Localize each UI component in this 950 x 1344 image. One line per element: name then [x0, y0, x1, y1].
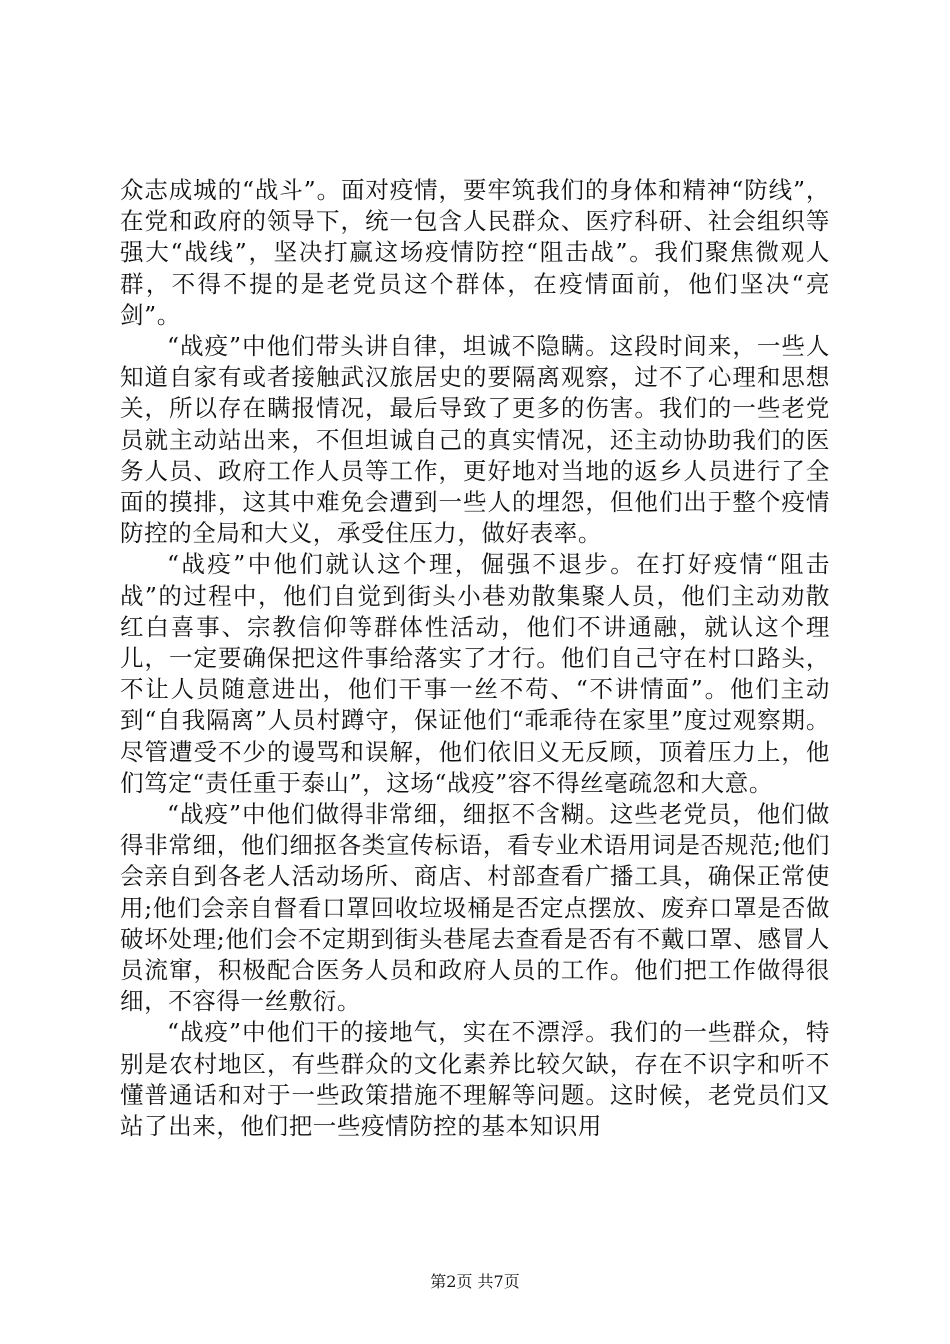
body-text: [120, 175, 830, 1142]
paragraph-1: 众志成城的“战斗”。面对疫情，要牢筑我们的身体和精神“防线”，在党和政府的领导下，统一包含人民群众、医疗科研、社会组织等强大“战线”，坚决打赢这场疫情防控“阻击战”。我们聚焦微观人群，不得不提的是老党员这个群体，在疫情面前，他们坚决“亮剑”。: [120, 176, 830, 329]
page-footer: 第2页 共7页: [430, 1272, 520, 1291]
paragraph-5: “战疫”中他们干的接地气，实在不漂浮。我们的一些群众，特别是农村地区，有些群众的文化素养比较欠缺，存在不识字和听不懂普通话和对于一些政策措施不理解等问题。这时候，老党员们又站了出来，他们把一些疫情防控的基本知识用: [120, 1018, 830, 1141]
paragraph-3: “战疫”中他们就认这个理，倔强不退步。在打好疫情“阻击战”的过程中，他们自觉到街头小巷劝散集聚人员，他们主动劝散红白喜事、宗教信仰等群体性活动，他们不讲通融，就认这个理儿，一定要确保把这件事给落实了才行。他们自己守在村口路头，不让人员随意进出，他们干事一丝不苟、“不讲情面”。他们主动到“自我隔离”人员村蹲守，保证他们“乖乖待在家里”度过观察期。尽管遭受不少的谩骂和误解，他们依旧义无反顾，顶着压力上，他们笃定“责任重于泰山”，这场“战疫”容不得丝毫疏忽和大意。: [120, 550, 830, 797]
paragraph-2: “战疫”中他们带头讲自律，坦诚不隐瞒。这段时间来，一些人知道自家有或者接触武汉旅居史的要隔离观察，过不了心理和思想关，所以存在瞒报情况，最后导致了更多的伤害。我们的一些老党员就主动站出来，不但坦诚自己的真实情况，还主动协助我们的医务人员、政府工作人员等工作，更好地对当地的返乡人员进行了全面的摸排，这其中难免会遭到一些人的埋怨，但他们出于整个疫情防控的全局和大义，承受住压力，做好表率。: [120, 332, 830, 548]
paragraph-4: “战疫”中他们做得非常细，细抠不含糊。这些老党员，他们做得非常细，他们细抠各类宣传标语，看专业术语用词是否规范;他们会亲自到各老人活动场所、商店、村部查看广播工具，确保正常使用;他们会亲自督看口罩回收垃圾桶是否定点摆放、废弃口罩是否做破坏处理;他们会不定期到街头巷尾去查看是否有不戴口罩、感冒人员流窜，积极配合医务人员和政府人员的工作。他们把工作做得很细，不容得一丝敷衍。: [120, 800, 830, 1016]
